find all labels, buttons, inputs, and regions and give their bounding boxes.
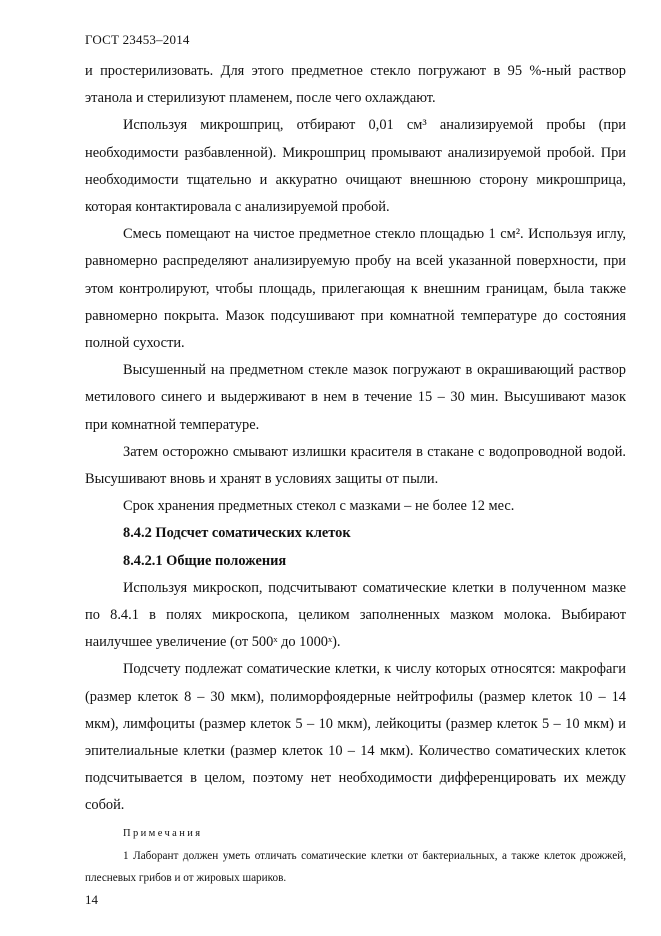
paragraph-microsyringe: Используя микрошприц, отбирают 0,01 см³ анализируемой пробы (при необходимости разбавленной). Микрошприц промывают анализируемой пробой. При необходимости тщательно и аккуратно очищают внешнюю сторону микрошприца, которая контактировала с анализируемой пробой. — [85, 117, 626, 216]
section-heading: 8.4.2 Подсчет соматических клеток — [123, 525, 351, 542]
document-code-header: ГОСТ 23453–2014 — [85, 32, 190, 47]
paragraph-staining: Высушенный на предметном стекле мазок погружают в окрашивающий раствор метилового синего и выдерживают в нем в течение 15 – 30 мин. Высушивают мазок при комнатной температуре. — [85, 362, 626, 433]
subsection-heading: 8.4.2.1 Общие положения — [123, 552, 287, 569]
note-item: 1 Лаборант должен уметь отличать соматические клетки от бактериальных, а также клеток дрожжей, плесневых грибов и от жировых шариков. — [85, 849, 626, 884]
document-body — [85, 58, 626, 889]
paragraph-sterilize: и простерилизовать. Для этого предметное стекло погружают в 95 %-ный раствор этанола и стерилизуют пламенем, после чего охлаждают. — [85, 63, 626, 107]
paragraph-microscope-count: Используя микроскоп, подсчитывают соматические клетки в полученном мазке по 8.4.1 в полях микроскопа, целиком заполненных мазком молока. Выбирают наилучшее увеличение (от 500ˣ до 1000ˣ). — [85, 579, 626, 651]
paragraph-smear-placement: Смесь помещают на чистое предметное стекло площадью 1 см². Используя иглу, равномерно распределяют анализируемую пробу на всей указанной поверхности, при этом контролируют, чтобы площадь, прилегающая к внешним границам, была также равномерно покрыта. Мазок подсушивают при комнатной температуре до состояния полной сухости. — [85, 226, 626, 352]
paragraph-cell-types: Подсчету подлежат соматические клетки, к числу которых относятся: макрофаги (размер клеток 8 – 30 мкм), полиморфоядерные нейтрофилы (размер клеток 10 – 14 мкм), лимфоциты (размер клеток 5 – 10 мкм), лейкоциты (размер клеток 5 – 10 мкм) и эпителиальные клетки (размер клеток 10 – 14 мкм). Количество соматических клеток подсчитывается в целом, поэтому нет необходимости дифференцировать их между собой. — [85, 661, 626, 814]
paragraph-rinsing: Затем осторожно смывают излишки красителя в стакане с водопроводной водой. Высушивают вновь и хранят в условиях защиты от пыли. — [85, 443, 626, 488]
paragraph-storage-term: Срок хранения предметных стекол с мазками – не более 12 мес. — [123, 498, 515, 515]
notes-title: Примечания — [123, 827, 203, 839]
page-number: 14 — [85, 892, 98, 907]
